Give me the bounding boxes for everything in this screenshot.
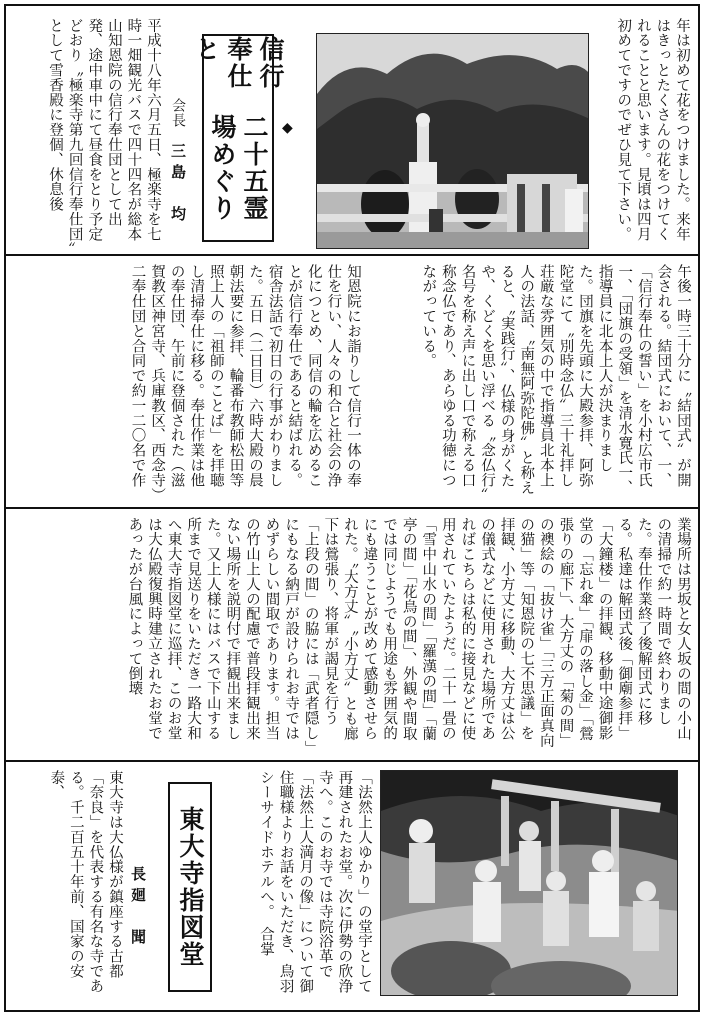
article1-top-right-text: 年は初めて花をつけました。来年はきっとたくさんの花をつけてくれることと思います。見頃は四月初めてですのでぜひ見て下さい。 (615, 18, 690, 242)
workers-photo-illustration (381, 771, 678, 996)
workers-photo (380, 770, 678, 996)
article1-middle-left-text: 知恩院にお詣りして信行一体の奉仕を行い、人々の和合と社会の浄化につとめ、同信の輪を広めることが信行奉仕であると結ばれる。宿舎法話で初日の行事がわりました。五日（二日目）六時大殿の晨朝法要に参拝、輪番布教師松田等照上人の「祖師のことば」を拝聴し清掃奉仕に移る。奉仕作業は他の奉仕団、午前に登個された（滋賀教区神宮寺、兵庫教区、西念寺）二奉仕団と合同で約一二〇名で作 (129, 264, 361, 496)
separator-2 (4, 507, 700, 509)
article2-byline (128, 866, 149, 996)
cemetery-photo-illustration (317, 34, 589, 249)
article1-title-line2: 二十五霊場めぐり (208, 114, 269, 223)
article1-lower-text: 業場所は男坂と女人坂の間の小山の清掃で約一時間で終わりました。奉仕作業終了後解団式に移る。私達は解団式後「御廟参拝」「大鐘楼」の拝観、移動中途御影堂の「忘れ傘」「扉の落し金」「鶯張りの廊下」、大方丈の「菊の間」の襖絵の「抜け雀」「三方正面真向の猫」等「知恩院の七不思議」を拝観、小方丈に移動、大方丈は公の儀式などに使用された場所であればこちらは私的に接見などに使用されていたようだ。二十一畳の「雪中山水の間」「羅漢の間」「蘭亭の間」「花鳥の間」、外観や間取では同じようでも用途も雰囲気的にも違うことが改めて感動させられた。〝大方丈〟〝小方丈〟とも廊下は鶯張り、将軍が謁見を行う「上段の間」の脇には「武者隠し」にもなる納戸が設けられお寺ではめずらしい間取であります。担当の竹山上人の配慮で普段拝観出来ない場所を説明付で拝観出来ました。又上人様にはバスで下山する所まで見送りをいただき一路大和へ東大寺指図堂に巡拝、このお堂は大仏殿復興時建立されたお堂であったが台風によって倒壊 (126, 517, 691, 749)
article2-author-name: 長廻 聞 (129, 866, 147, 950)
article2-text: 東大寺は大仏様が鎮座する古都「奈良」を代表する有名な寺である。千二百五十年前、国家の安泰、 (48, 770, 123, 994)
diamond-ornament: ◆ (282, 120, 293, 136)
article2-title-box (168, 782, 212, 992)
separator-1 (4, 254, 700, 256)
article1-title-line1: 信行奉仕と (192, 36, 285, 90)
article1-title-box (192, 34, 285, 242)
article2-title: 東大寺指図堂 (176, 806, 205, 968)
article1-author-title: 会長 (170, 98, 186, 128)
article1-author-name: 三島 均 (169, 143, 187, 227)
article1-bottom-text: 「法然上人ゆかり」の堂宇として再建されたお堂。次に伊勢の欣浄寺へ。このお寺では寺院浴革で「法然上人満月の像」について御住職様よりお話をいただき、鳥羽シーサイドホテルへ。 合掌 (258, 770, 372, 994)
article1-middle-right-text: 午後一時三十分に〝結団式〟が開会される。結団式において、一、「信行奉仕の誓い」を小村広市氏一、「団旗の受領」を清水寛氏一、指導員に北本上人が決まりました。団旗を先頭に大殿参拝、阿弥陀堂にて〝別時念仏〟三十礼拝し荘厳な雰囲気の中で指導員北本上人の法話、〝南無阿弥陀佛〟と称えると、〝実践行〟、仏様の身がくたや、くどくを思い浮べる〝念仏行〟名号を称え声に出し口で称える口称念仏であり、あらゆる功徳につながっている。 (420, 264, 691, 496)
article1-top-left-text: 平成十八年六月五日、極楽寺を七時一畑観光バスで四十四名が総本山知恩院の信行奉仕団として出発、途中車中にて昼食をとり予定どおり〝極楽寺第九回信行奉仕団〟として雪香殿に登個、休息後 (47, 18, 161, 250)
article1-byline (168, 98, 189, 248)
cemetery-photo (316, 33, 589, 249)
separator-3 (4, 760, 700, 762)
